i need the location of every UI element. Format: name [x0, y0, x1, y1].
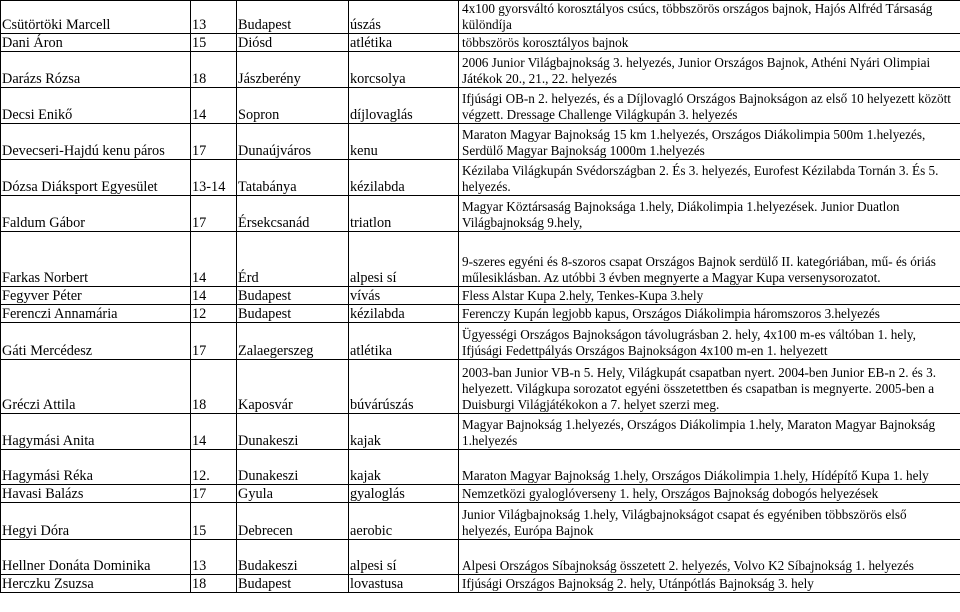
sport-cell: díjlovaglás	[349, 88, 459, 124]
sport-cell: triatlon	[349, 196, 459, 232]
table-row	[1, 124, 960, 160]
achievement-cell: többszörös korosztályos bajnok	[459, 34, 960, 52]
achievement-cell: 2006 Junior Világbajnokság 3. helyezés, Junior Országos Bajnok, Athéni Nyári Olimpiai Játékok 20., 21., 22. helyezés	[459, 52, 960, 88]
age-cell: 18	[191, 52, 237, 88]
city-cell: Budakeszi	[237, 540, 349, 575]
age-cell: 17	[191, 323, 237, 360]
city-cell: Diósd	[237, 34, 349, 52]
sport-cell: lovastusa	[349, 575, 459, 593]
city-cell: Zalaegerszeg	[237, 323, 349, 360]
sport-cell: alpesi sí	[349, 232, 459, 287]
achievement-cell: Magyar Köztársaság Bajnoksága 1.hely, Diákolimpia 1.helyezések. Junior Duatlon Világbajnokság 9.hely,	[459, 196, 960, 232]
city-cell: Érsekcsanád	[237, 196, 349, 232]
age-cell: 18	[191, 575, 237, 593]
name-cell: Fegyver Péter	[1, 287, 191, 305]
sport-cell: kenu	[349, 124, 459, 160]
city-cell: Dunaújváros	[237, 124, 349, 160]
sport-cell: kajak	[349, 450, 459, 485]
age-cell: 13	[191, 1, 237, 34]
city-cell: Dunakeszi	[237, 414, 349, 450]
achievement-cell: Ifjúsági OB-n 2. helyezés, és a Díjlovagló Országos Bajnokságon az első 10 helyezett között végzett. Dressage Challenge Világkupán 3. helyezés	[459, 88, 960, 124]
table-row	[1, 323, 960, 360]
age-cell: 14	[191, 287, 237, 305]
name-cell: Hellner Donáta Dominika	[1, 540, 191, 575]
achievement-cell: 4x100 gyorsváltó korosztályos csúcs, többszörös országos bajnok, Hajós Alfréd Társaság különdíja	[459, 1, 960, 34]
city-cell: Sopron	[237, 88, 349, 124]
city-cell: Budapest	[237, 575, 349, 593]
name-cell: Darázs Rózsa	[1, 52, 191, 88]
table-row	[1, 414, 960, 450]
sport-cell: úszás	[349, 1, 459, 34]
age-cell: 13	[191, 540, 237, 575]
achievement-cell: Junior Világbajnokság 1.hely, Világbajnokságot csapat és egyéniben többszörös első helyezés, Európa Bajnok	[459, 503, 960, 540]
sport-cell: gyaloglás	[349, 485, 459, 503]
name-cell: Decsi Enikő	[1, 88, 191, 124]
table-row	[1, 196, 960, 232]
achievement-cell: Magyar Bajnokság 1.helyezés, Országos Diákolimpia 1.hely, Maraton Magyar Bajnokság 1.helyezés	[459, 414, 960, 450]
achievement-cell: Kézilaba Világkupán Svédországban 2. És 3. helyezés, Eurofest Kézilabda Tornán 3. És 5. helyezés.	[459, 160, 960, 196]
achievement-cell: 9-szeres egyéni és 8-szoros csapat Országos Bajnok serdülő II. kategóriában, mű- és óriás műlesiklásban. Az utóbbi 3 évben megnyerte a Magyar Kupa versenysorozatot.	[459, 232, 960, 287]
age-cell: 12.	[191, 450, 237, 485]
city-cell: Érd	[237, 232, 349, 287]
age-cell: 13-14	[191, 160, 237, 196]
city-cell: Budapest	[237, 287, 349, 305]
sport-cell: korcsolya	[349, 52, 459, 88]
age-cell: 14	[191, 232, 237, 287]
name-cell: Faldum Gábor	[1, 196, 191, 232]
sport-cell: atlétika	[349, 34, 459, 52]
age-cell: 17	[191, 124, 237, 160]
age-cell: 14	[191, 414, 237, 450]
achievement-cell: Alpesi Országos Síbajnokság összetett 2. helyezés, Volvo K2 Síbajnokság 1. helyezés	[459, 540, 960, 575]
name-cell: Hagymási Anita	[1, 414, 191, 450]
table-row	[1, 287, 960, 305]
sport-cell: kézilabda	[349, 305, 459, 323]
table-row	[1, 34, 960, 52]
table-row	[1, 88, 960, 124]
table-row	[1, 160, 960, 196]
name-cell: Ferenczi Annamária	[1, 305, 191, 323]
achievement-cell: Maraton Magyar Bajnokság 1.hely, Országos Diákolimpia 1.hely, Hídépítő Kupa 1. hely	[459, 450, 960, 485]
achievement-cell: Maraton Magyar Bajnokság 15 km 1.helyezés, Országos Diákolimpia 500m 1.helyezés, Serdülő Magyar Bajnokság 1000m 1.helyezés	[459, 124, 960, 160]
age-cell: 17	[191, 485, 237, 503]
name-cell: Herczku Zsuzsa	[1, 575, 191, 593]
name-cell: Devecseri-Hajdú kenu páros	[1, 124, 191, 160]
city-cell: Jászberény	[237, 52, 349, 88]
achievement-cell: 2003-ban Junior VB-n 5. Hely, Világkupát csapatban nyert. 2004-ben Junior EB-n 2. és 3. helyezett. Világkupa sorozatot egyéni összetettben és csapatban is megnyerte. 2005-ben a Duisburgi Világjátékokon a 7. helyet szerzi meg.	[459, 360, 960, 414]
sport-cell: búvárúszás	[349, 360, 459, 414]
name-cell: Hagymási Réka	[1, 450, 191, 485]
table-row	[1, 540, 960, 575]
achievement-cell: Ügyességi Országos Bajnokságon távolugrásban 2. hely, 4x100 m-es váltóban 1. hely, Ifjúsági Fedettpályás Országos Bajnokságon 4x100 m-en 1. helyezett	[459, 323, 960, 360]
sport-cell: kézilabda	[349, 160, 459, 196]
sport-cell: vívás	[349, 287, 459, 305]
name-cell: Farkas Norbert	[1, 232, 191, 287]
table-row	[1, 305, 960, 323]
city-cell: Budapest	[237, 1, 349, 34]
sport-cell: aerobic	[349, 503, 459, 540]
table-row	[1, 485, 960, 503]
age-cell: 18	[191, 360, 237, 414]
age-cell: 15	[191, 34, 237, 52]
sport-cell: kajak	[349, 414, 459, 450]
name-cell: Dózsa Diáksport Egyesület	[1, 160, 191, 196]
city-cell: Tatabánya	[237, 160, 349, 196]
city-cell: Dunakeszi	[237, 450, 349, 485]
age-cell: 14	[191, 88, 237, 124]
age-cell: 15	[191, 503, 237, 540]
table-row	[1, 503, 960, 540]
age-cell: 12	[191, 305, 237, 323]
name-cell: Gáti Mercédesz	[1, 323, 191, 360]
table-row	[1, 52, 960, 88]
city-cell: Budapest	[237, 305, 349, 323]
table-row	[1, 1, 960, 34]
table-row	[1, 575, 960, 593]
city-cell: Kaposvár	[237, 360, 349, 414]
table-row	[1, 360, 960, 414]
name-cell: Hegyi Dóra	[1, 503, 191, 540]
achievement-cell: Fless Alstar Kupa 2.hely, Tenkes-Kupa 3.hely	[459, 287, 960, 305]
city-cell: Debrecen	[237, 503, 349, 540]
achievement-cell: Ferenczy Kupán legjobb kapus, Országos Diákolimpia háromszoros 3.helyezés	[459, 305, 960, 323]
sport-cell: atlétika	[349, 323, 459, 360]
name-cell: Dani Áron	[1, 34, 191, 52]
athletes-table-body	[1, 1, 960, 593]
table-row	[1, 450, 960, 485]
city-cell: Gyula	[237, 485, 349, 503]
name-cell: Csütörtöki Marcell	[1, 1, 191, 34]
achievement-cell: Ifjúsági Országos Bajnokság 2. hely, Utánpótlás Bajnokság 3. hely	[459, 575, 960, 593]
name-cell: Havasi Balázs	[1, 485, 191, 503]
table-row	[1, 232, 960, 287]
achievement-cell: Nemzetközi gyaloglóverseny 1. hely, Országos Bajnokság dobogós helyezések	[459, 485, 960, 503]
name-cell: Gréczi Attila	[1, 360, 191, 414]
sport-cell: alpesi sí	[349, 540, 459, 575]
age-cell: 17	[191, 196, 237, 232]
